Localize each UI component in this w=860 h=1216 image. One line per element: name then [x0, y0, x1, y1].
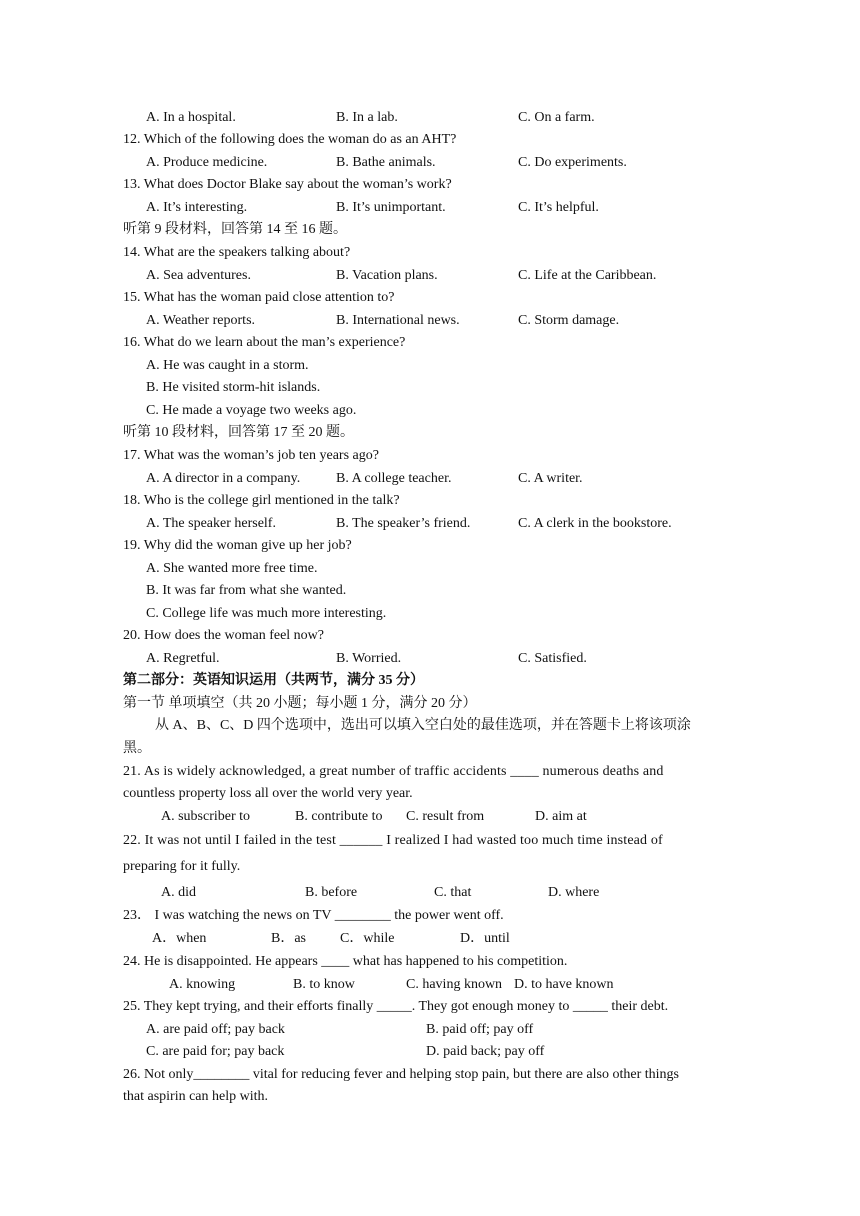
q25-option-d: D. paid back; pay off — [426, 1044, 545, 1059]
q22-option-a: A. did — [161, 885, 196, 900]
q24-option-b: B. to know — [293, 977, 355, 992]
q21-option-c: C. result from — [406, 809, 485, 824]
q12-option-a: A. Produce medicine. — [146, 155, 268, 170]
q12-stem: 12. Which of the following does the woman do as an AHT? — [123, 132, 457, 147]
q13-option-b: B. It’s unimportant. — [336, 200, 446, 215]
q22-option-d: D. where — [548, 885, 600, 900]
q22-stem-line-2: preparing for it fully. — [123, 859, 241, 874]
q13-stem: 13. What does Doctor Blake say about the woman’s work? — [123, 177, 452, 192]
q12-option-c: C. Do experiments. — [518, 155, 627, 170]
q16-option-c: C. He made a voyage two weeks ago. — [146, 403, 357, 418]
q22-option-b: B. before — [305, 885, 358, 900]
section-1-title: 第一节 单项填空（共 20 小题；每小题 1 分，满分 20 分） — [123, 696, 477, 711]
q20-option-c: C. Satisfied. — [518, 651, 587, 666]
q21-option-a: A. subscriber to — [161, 809, 251, 824]
q15-option-c: C. Storm damage. — [518, 313, 620, 328]
q21-stem-line-2: countless property loss all over the world very year. — [123, 786, 413, 801]
q16-option-b: B. He visited storm-hit islands. — [146, 380, 321, 395]
q21-option-b: B. contribute to — [295, 809, 383, 824]
q20-option-b: B. Worried. — [336, 651, 402, 666]
q17-option-a: A. A director in a company. — [146, 471, 301, 486]
q11-option-c: C. On a farm. — [518, 110, 595, 125]
q23-stem: 23． I was watching the news on TV ________ the power went off. — [123, 908, 504, 923]
q20-option-a: A. Regretful. — [146, 651, 220, 666]
q26-stem-line-1: 26. Not only________ vital for reducing fever and helping stop pain, but there are also other things — [123, 1067, 679, 1082]
q17-option-c: C. A writer. — [518, 471, 583, 486]
q21-option-d: D. aim at — [535, 809, 587, 824]
q25-option-a: A. are paid off; pay back — [146, 1022, 285, 1037]
q14-option-a: A. Sea adventures. — [146, 268, 251, 283]
q24-option-c: C. having known — [406, 977, 503, 992]
section-9-instruction: 听第 9 段材料，回答第 14 至 16 题。 — [123, 222, 347, 237]
q25-stem: 25. They kept trying, and their efforts finally _____. They got enough money to _____ their debt. — [123, 999, 669, 1014]
q13-option-a: A. It’s interesting. — [146, 200, 248, 215]
section-10-instruction: 听第 10 段材料，回答第 17 至 20 题。 — [123, 425, 354, 440]
q17-option-b: B. A college teacher. — [336, 471, 452, 486]
q19-option-a: A. She wanted more free time. — [146, 561, 318, 576]
q22-stem-line-1: 22. It was not until I failed in the test ______ I realized I had wasted too much time instead of — [123, 833, 663, 848]
q24-stem: 24. He is disappointed. He appears ____ what has happened to his competition. — [123, 954, 568, 969]
q23-option-b: B．as — [271, 931, 306, 946]
q24-option-a: A. knowing — [169, 977, 236, 992]
q13-option-c: C. It’s helpful. — [518, 200, 599, 215]
q23-option-a: A．when — [152, 931, 207, 946]
instruction-line-1: 从 A、B、C、D 四个选项中，选出可以填入空白处的最佳选项，并在答题卡上将该项涂 — [155, 718, 691, 733]
q25-option-c: C. are paid for; pay back — [146, 1044, 285, 1059]
q23-option-c: C．while — [340, 931, 395, 946]
q15-stem: 15. What has the woman paid close attention to? — [123, 290, 395, 305]
q22-option-c: C. that — [434, 885, 472, 900]
q16-option-a: A. He was caught in a storm. — [146, 358, 309, 373]
q11-option-a: A. In a hospital. — [146, 110, 236, 125]
q18-option-a: A. The speaker herself. — [146, 516, 276, 531]
q24-option-d: D. to have known — [514, 977, 614, 992]
q14-stem: 14. What are the speakers talking about? — [123, 245, 351, 260]
q19-stem: 19. Why did the woman give up her job? — [123, 538, 352, 553]
q14-option-b: B. Vacation plans. — [336, 268, 438, 283]
q18-option-c: C. A clerk in the bookstore. — [518, 516, 672, 531]
q20-stem: 20. How does the woman feel now? — [123, 628, 325, 643]
q18-stem: 18. Who is the college girl mentioned in the talk? — [123, 493, 400, 508]
q18-option-b: B. The speaker’s friend. — [336, 516, 471, 531]
q15-option-a: A. Weather reports. — [146, 313, 256, 328]
part-2-title: 第二部分：英语知识运用（共两节，满分 35 分） — [123, 673, 424, 688]
q11-option-b: B. In a lab. — [336, 110, 398, 125]
q17-stem: 17. What was the woman’s job ten years ago? — [123, 448, 379, 463]
q23-option-d: D．until — [460, 931, 510, 946]
q26-stem-line-2: that aspirin can help with. — [123, 1089, 269, 1104]
q12-option-b: B. Bathe animals. — [336, 155, 436, 170]
q19-option-b: B. It was far from what she wanted. — [146, 583, 347, 598]
q14-option-c: C. Life at the Caribbean. — [518, 268, 657, 283]
q19-option-c: C. College life was much more interesting. — [146, 606, 387, 621]
instruction-line-2: 黑。 — [123, 741, 151, 756]
q16-stem: 16. What do we learn about the man’s experience? — [123, 335, 406, 350]
q15-option-b: B. International news. — [336, 313, 460, 328]
q21-stem-line-1: 21. As is widely acknowledged, a great number of traffic accidents ____ numerous deaths and — [123, 764, 664, 779]
q25-option-b: B. paid off; pay off — [426, 1022, 534, 1037]
